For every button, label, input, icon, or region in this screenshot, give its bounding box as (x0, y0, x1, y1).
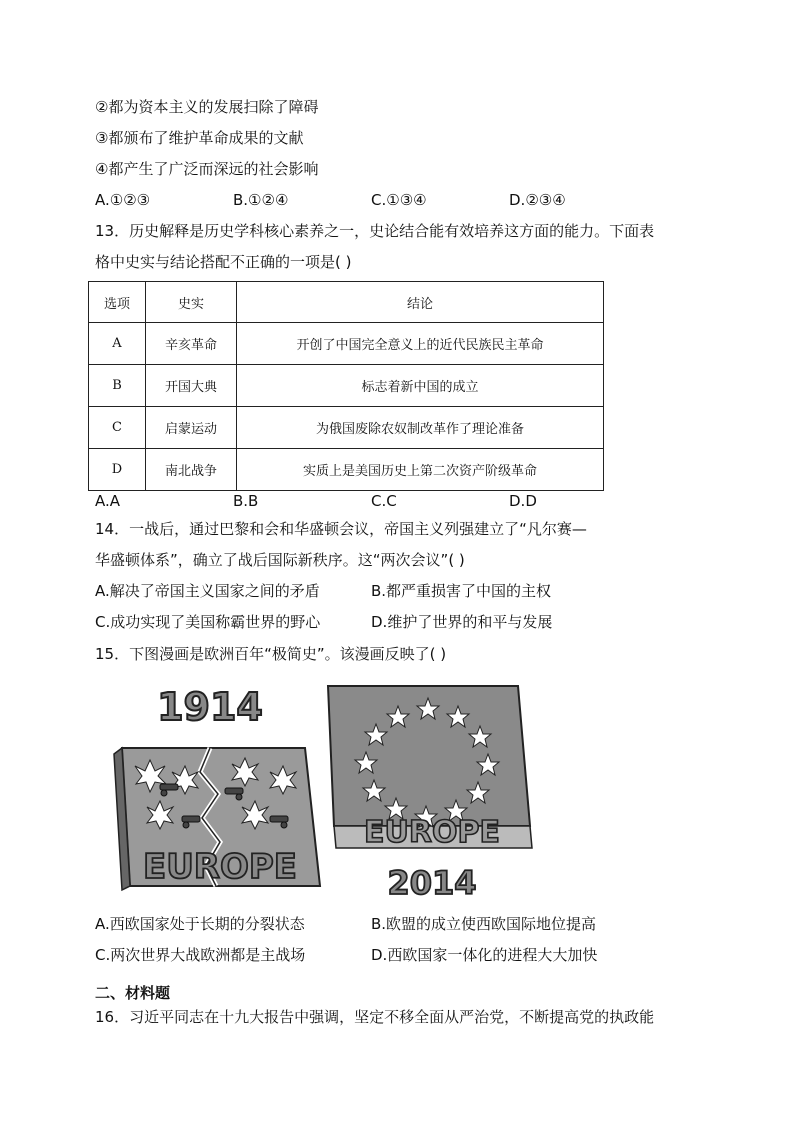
cell-fact: 辛亥革命 (146, 323, 237, 365)
table-row (89, 407, 604, 449)
q13-stem-line2: 格中史实与结论搭配不正确的一项是( ) (95, 253, 352, 271)
cell-fact: 南北战争 (146, 449, 237, 491)
q12-statement-2: ②都为资本主义的发展扫除了障碍 (95, 98, 319, 116)
q13-option-a[interactable]: A.A (95, 492, 121, 510)
q14-option-a[interactable]: A.解决了帝国主义国家之间的矛盾 (95, 582, 320, 600)
q15-option-a[interactable]: A.西欧国家处于长期的分裂状态 (95, 915, 305, 933)
q13-option-b[interactable]: B.B (233, 492, 259, 510)
cell-option: C (89, 407, 146, 449)
cell-conclusion: 开创了中国完全意义上的近代民族民主革命 (237, 323, 604, 365)
q15-option-b[interactable]: B.欧盟的成立使西欧国际地位提高 (371, 915, 597, 933)
cell-conclusion: 实质上是美国历史上第二次资产阶级革命 (237, 449, 604, 491)
table-row (89, 365, 604, 407)
comic-word-1914: EUROPE (142, 847, 298, 887)
header-conclusion: 结论 (237, 282, 604, 323)
cell-option: B (89, 365, 146, 407)
q12-statement-3: ③都颁布了维护革命成果的文献 (95, 129, 304, 147)
cell-conclusion: 为俄国废除农奴制改革作了理论准备 (237, 407, 604, 449)
q12-option-b[interactable]: B.①②④ (233, 191, 289, 209)
q14-option-b[interactable]: B.都严重损害了中国的主权 (371, 582, 552, 600)
q13-option-c[interactable]: C.C (371, 492, 397, 510)
q16-stem-line1: 16．习近平同志在十九大报告中强调，坚定不移全面从严治党，不断提高党的执政能 (95, 1008, 655, 1026)
europe-comic (100, 676, 552, 904)
q14-option-c[interactable]: C.成功实现了美国称霸世界的野心 (95, 613, 321, 631)
q13-stem-line1: 13．历史解释是历史学科核心素养之一，史论结合能有效培养这方面的能力。下面表 (95, 222, 655, 240)
cell-conclusion: 标志着新中国的成立 (237, 365, 604, 407)
table-row (89, 449, 604, 491)
section-title: 二、材料题 (95, 984, 171, 1002)
q12-option-d[interactable]: D.②③④ (509, 191, 566, 209)
cell-option: D (89, 449, 146, 491)
q15-option-d[interactable]: D.西欧国家一体化的进程大大加快 (371, 946, 598, 964)
q12-option-a[interactable]: A.①②③ (95, 191, 151, 209)
header-fact: 史实 (146, 282, 237, 323)
table-row (89, 323, 604, 365)
q13-table (88, 281, 604, 491)
q14-stem-line1: 14．一战后，通过巴黎和会和华盛顿会议，帝国主义列强建立了“凡尔赛— (95, 520, 587, 538)
q15-option-c[interactable]: C.两次世界大战欧洲都是主战场 (95, 946, 306, 964)
comic-word-2014: EUROPE (364, 815, 500, 850)
cell-option: A (89, 323, 146, 365)
q12-statement-4: ④都产生了广泛而深远的社会影响 (95, 160, 319, 178)
comic-year-1914: 1914 (157, 685, 263, 729)
table-header-row (89, 282, 604, 323)
cell-fact: 开国大典 (146, 365, 237, 407)
q14-stem-line2: 华盛顿体系”，确立了战后国际新秩序。这“两次会议”( ) (95, 551, 465, 569)
comic-year-2014: 2014 (387, 864, 477, 902)
q12-option-c[interactable]: C.①③④ (371, 191, 427, 209)
header-option: 选项 (89, 282, 146, 323)
cell-fact: 启蒙运动 (146, 407, 237, 449)
q14-option-d[interactable]: D.维护了世界的和平与发展 (371, 613, 553, 631)
q15-stem: 15．下图漫画是欧洲百年“极简史”。该漫画反映了( ) (95, 645, 447, 663)
q13-option-d[interactable]: D.D (509, 492, 537, 510)
